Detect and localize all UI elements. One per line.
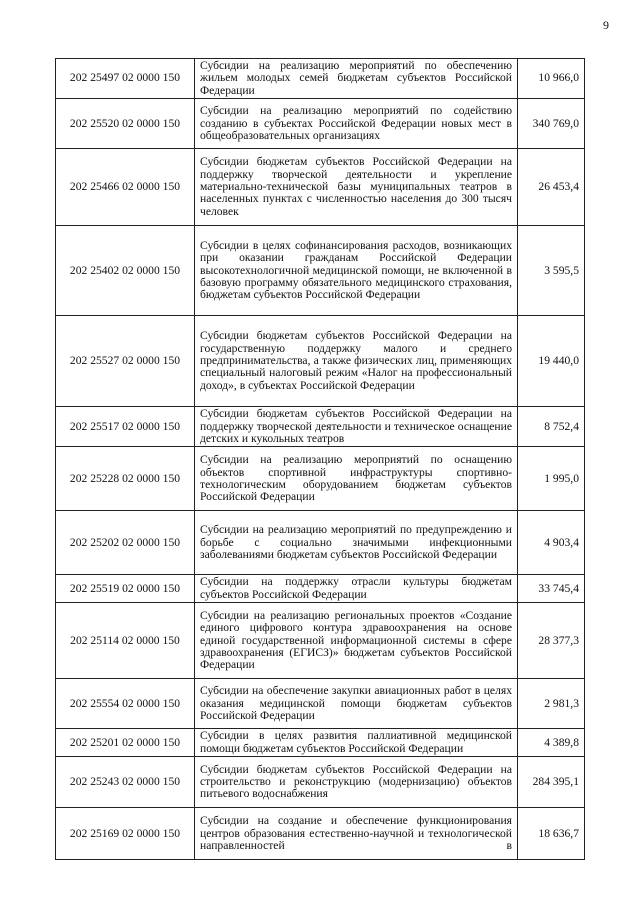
subsidy-description: Субсидии в целях развития паллиативной медицинской помощи бюджетам субъектов Российской Федерации xyxy=(195,729,518,757)
subsidy-description: Субсидии на обеспечение закупки авиационных работ в целях оказания медицинской помощи бюджетам субъектов Российской Федерации xyxy=(195,679,518,729)
table-row xyxy=(56,679,585,729)
amount: 18 636,7 xyxy=(518,808,585,860)
budget-code: 202 25201 02 0000 150 xyxy=(56,729,195,757)
amount: 26 453,4 xyxy=(518,149,585,226)
table-row xyxy=(56,603,585,679)
table-row xyxy=(56,149,585,226)
table-row xyxy=(56,729,585,757)
table-row xyxy=(56,808,585,860)
amount: 4 903,4 xyxy=(518,511,585,575)
budget-code: 202 25517 02 0000 150 xyxy=(56,407,195,447)
table-row xyxy=(56,59,585,99)
budget-code: 202 25554 02 0000 150 xyxy=(56,679,195,729)
amount: 1 995,0 xyxy=(518,447,585,511)
table-row xyxy=(56,511,585,575)
amount: 33 745,4 xyxy=(518,575,585,603)
budget-code: 202 25169 02 0000 150 xyxy=(56,808,195,860)
table-row xyxy=(56,757,585,808)
budget-code: 202 25228 02 0000 150 xyxy=(56,447,195,511)
amount: 3 595,5 xyxy=(518,226,585,316)
table-row xyxy=(56,316,585,407)
subsidy-description: Субсидии на поддержку отрасли культуры бюджетам субъектов Российской Федерации xyxy=(195,575,518,603)
subsidy-description: Субсидии на реализацию мероприятий по предупреждению и борьбе с социально значимыми инфекционными заболеваниями бюджетам субъектов Российской Федерации xyxy=(195,511,518,575)
subsidy-description: Субсидии в целях софинансирования расходов, возникающих при оказании гражданам Российской Федерации высокотехнологичной медицинской помощи, не включенной в базовую программу обязательного медицинского страхования, бюджетам субъектов Российской Федерации xyxy=(195,226,518,316)
subsidy-description: Субсидии на реализацию мероприятий по обеспечению жильем молодых семей бюджетам субъектов Российской Федерации xyxy=(195,59,518,99)
amount: 10 966,0 xyxy=(518,59,585,99)
subsidy-description: Субсидии бюджетам субъектов Российской Федерации на государственную поддержку малого и среднего предпринимательства, а также физических лиц, применяющих специальный налоговый режим «Налог на профессиональный доход», в субъектах Российской Федерации xyxy=(195,316,518,407)
amount: 8 752,4 xyxy=(518,407,585,447)
subsidy-description: Субсидии на реализацию региональных проектов «Создание единого цифрового контура здравоохранения на основе единой государственной информационной системы в сфере здравоохранения (ЕГИСЗ)» бюджетам субъектов Российской Федерации xyxy=(195,603,518,679)
amount: 2 981,3 xyxy=(518,679,585,729)
budget-code: 202 25402 02 0000 150 xyxy=(56,226,195,316)
subsidy-description: Субсидии на реализацию мероприятий по содействию созданию в субъектах Российской Федерации новых мест в общеобразовательных организациях xyxy=(195,99,518,149)
subsidy-description: Субсидии бюджетам субъектов Российской Федерации на строительство и реконструкцию (модернизацию) объектов питьевого водоснабжения xyxy=(195,757,518,808)
budget-code: 202 25114 02 0000 150 xyxy=(56,603,195,679)
table-row xyxy=(56,226,585,316)
page-number: 9 xyxy=(603,18,609,32)
budget-code: 202 25243 02 0000 150 xyxy=(56,757,195,808)
subsidy-description: Субсидии на создание и обеспечение функционирования центров образования естественно-научной и технологической направленностей в xyxy=(195,808,518,860)
budget-code: 202 25497 02 0000 150 xyxy=(56,59,195,99)
budget-table xyxy=(55,58,585,860)
budget-code: 202 25466 02 0000 150 xyxy=(56,149,195,226)
table-row xyxy=(56,99,585,149)
table-row xyxy=(56,575,585,603)
subsidy-description: Субсидии на реализацию мероприятий по оснащению объектов спортивной инфраструктуры спортивно-технологическим оборудованием бюджетам субъектов Российской Федерации xyxy=(195,447,518,511)
table-row xyxy=(56,447,585,511)
amount: 340 769,0 xyxy=(518,99,585,149)
table-row xyxy=(56,407,585,447)
amount: 284 395,1 xyxy=(518,757,585,808)
amount: 28 377,3 xyxy=(518,603,585,679)
budget-code: 202 25519 02 0000 150 xyxy=(56,575,195,603)
subsidy-description: Субсидии бюджетам субъектов Российской Федерации на поддержку творческой деятельности и укрепление материально-технической базы муниципальных театров в населенных пунктах с численностью населения до 300 тысяч человек xyxy=(195,149,518,226)
amount: 19 440,0 xyxy=(518,316,585,407)
budget-code: 202 25520 02 0000 150 xyxy=(56,99,195,149)
budget-code: 202 25202 02 0000 150 xyxy=(56,511,195,575)
budget-code: 202 25527 02 0000 150 xyxy=(56,316,195,407)
subsidy-description: Субсидии бюджетам субъектов Российской Федерации на поддержку творческой деятельности и техническое оснащение детских и кукольных театров xyxy=(195,407,518,447)
amount: 4 389,8 xyxy=(518,729,585,757)
budget-table-body xyxy=(56,59,585,860)
